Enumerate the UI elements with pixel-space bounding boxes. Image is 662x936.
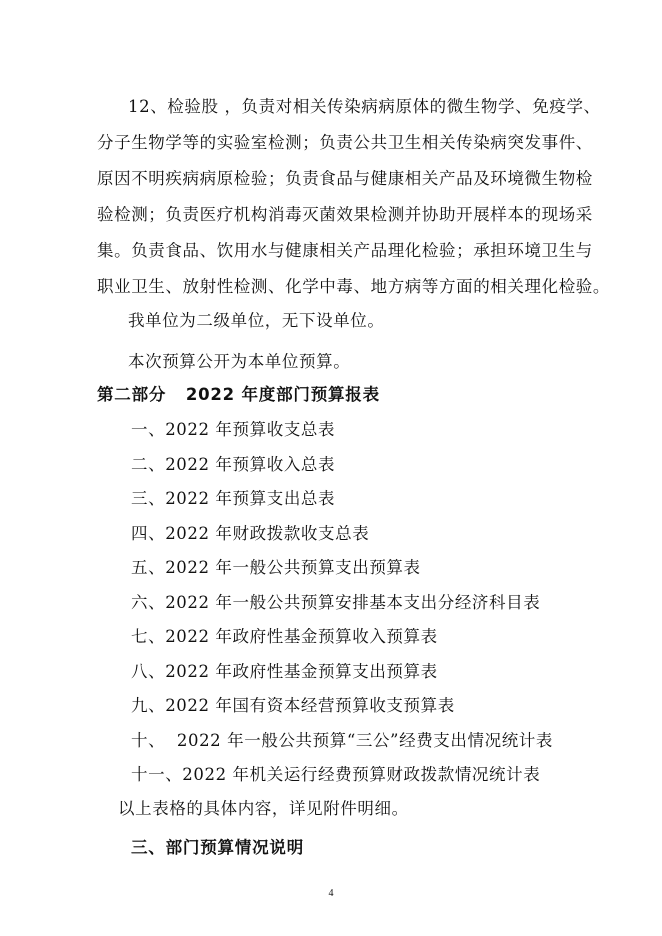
report-table-item: 一、2022 年预算收支总表 — [131, 420, 336, 439]
report-table-item: 八、2022 年政府性基金预算支出预算表 — [131, 662, 438, 681]
paragraph-line: 原因不明疾病病原检验；负责食品与健康相关产品及环境微生物检 — [97, 169, 593, 188]
report-table-item: 三、2022 年预算支出总表 — [131, 489, 336, 508]
budget-scope-text: 本次预算公开为本单位预算。 — [128, 352, 351, 371]
paragraph-line: 集。负责食品、饮用水与健康相关产品理化检验；承担环境卫生与 — [97, 241, 593, 260]
report-table-item: 十一、2022 年机关运行经费预算财政拨款情况统计表 — [131, 765, 541, 784]
report-table-item: 二、2022 年预算收入总表 — [131, 455, 336, 474]
report-table-item: 七、2022 年政府性基金预算收入预算表 — [131, 627, 438, 646]
part-two-heading: 第二部分 2022 年度部门预算报表 — [97, 385, 380, 404]
paragraph-line: 职业卫生、放射性检测、化学中毒、地方病等方面的相关理化检验。 — [97, 277, 610, 296]
report-table-item: 九、2022 年国有资本经营预算收支预算表 — [131, 696, 455, 715]
report-table-item: 十、 2022 年一般公共预算“三公”经费支出情况统计表 — [131, 731, 553, 750]
details-note: 以上表格的具体内容，详见附件明细。 — [118, 799, 409, 818]
paragraph-line: 12、检验股 ，负责对相关传染病病原体的微生物学、免疫学、 — [128, 97, 601, 116]
report-table-item: 四、2022 年财政拨款收支总表 — [131, 524, 370, 543]
paragraph-line: 分子生物学等的实验室检测；负责公共卫生相关传染病突发事件、 — [97, 133, 593, 152]
report-table-item: 六、2022 年一般公共预算安排基本支出分经济科目表 — [131, 593, 541, 612]
section-three-heading: 三、部门预算情况说明 — [131, 838, 304, 857]
page-number: 4 — [328, 888, 334, 899]
report-table-item: 五、2022 年一般公共预算支出预算表 — [131, 558, 421, 577]
unit-level-text: 我单位为二级单位，无下设单位。 — [128, 311, 385, 330]
paragraph-line: 验检测；负责医疗机构消毒灭菌效果检测并协助开展样本的现场采 — [97, 205, 593, 224]
